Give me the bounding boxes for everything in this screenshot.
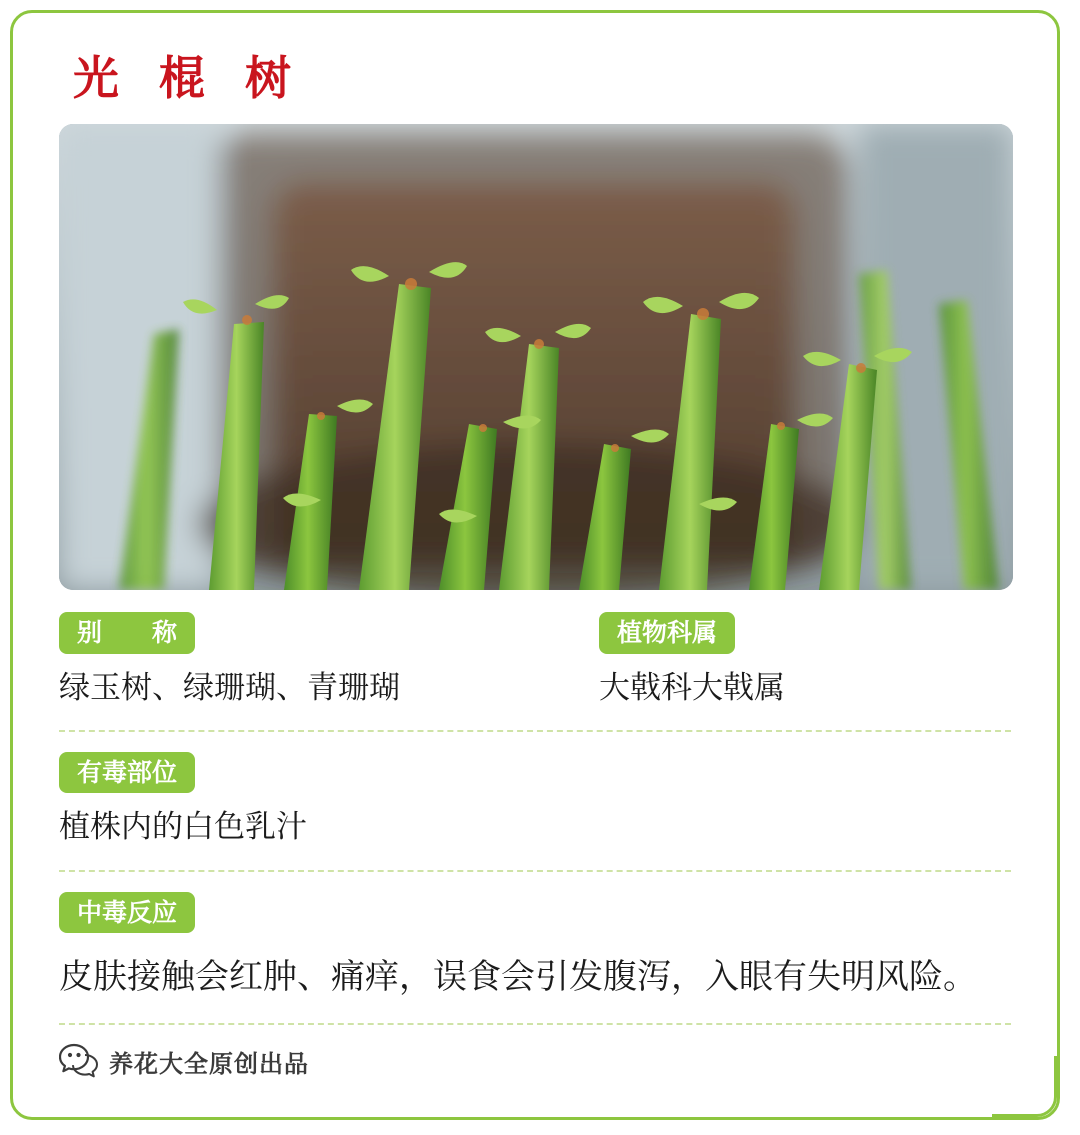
field-family	[599, 612, 1011, 708]
field-poison-reaction	[59, 892, 1011, 1001]
field-poison-reaction-label: 中毒反应	[59, 892, 195, 934]
plant-photo	[59, 124, 1013, 590]
corner-decoration	[992, 1056, 1057, 1117]
field-family-value: 大戟科大戟属	[599, 669, 785, 706]
divider-3	[59, 1023, 1011, 1025]
footer	[59, 1043, 1011, 1079]
field-family-label: 植物科属	[599, 612, 735, 654]
info-card	[10, 10, 1060, 1120]
field-alias	[59, 612, 599, 708]
field-poison-reaction-value: 皮肤接触会红肿、痛痒，误食会引发腹泻，入眼有失明风险。	[59, 957, 977, 998]
field-toxic-part-label: 有毒部位	[59, 752, 195, 794]
field-toxic-part-value: 植株内的白色乳汁	[59, 809, 307, 846]
field-alias-value: 绿玉树、绿珊瑚、青珊瑚	[59, 669, 400, 706]
page-title: 光 棍 树	[73, 51, 304, 105]
field-toxic-part	[59, 752, 1011, 848]
card-content	[59, 43, 1011, 1097]
field-row-top	[59, 612, 1011, 708]
field-alias-label: 别 称	[59, 612, 195, 654]
divider-1	[59, 730, 1011, 732]
footer-text: 养花大全原创出品	[109, 1048, 309, 1078]
divider-2	[59, 870, 1011, 872]
chat-bubble-icon	[59, 1043, 99, 1079]
